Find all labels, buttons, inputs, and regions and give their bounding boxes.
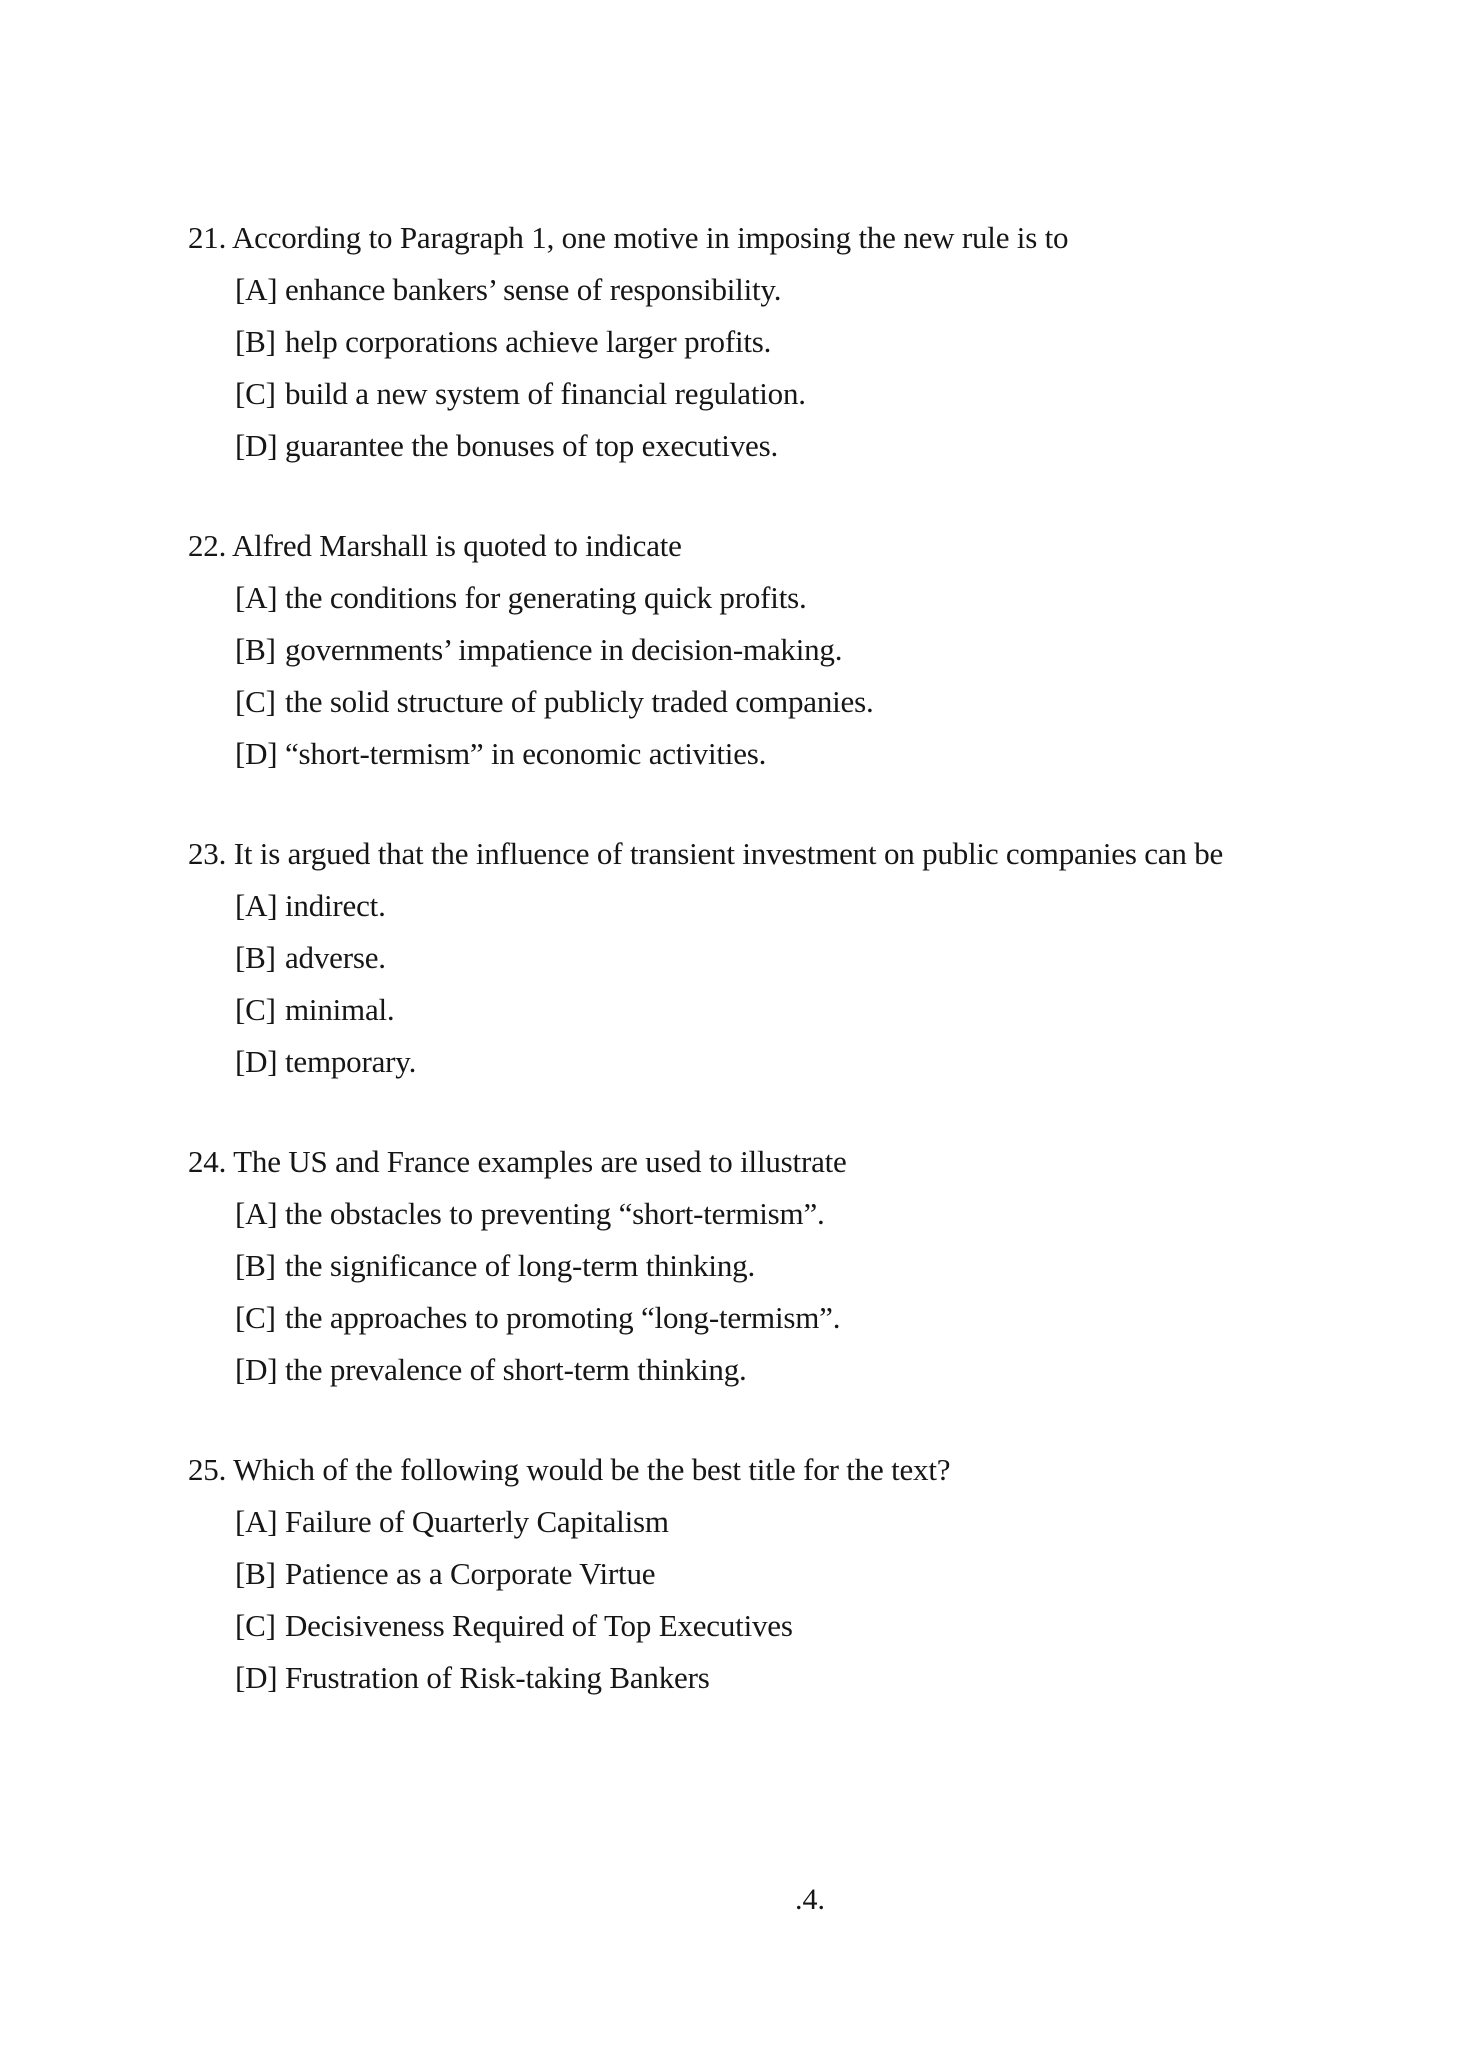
- option-text: indirect.: [285, 888, 386, 923]
- option-letter: [C]: [235, 1300, 276, 1335]
- option-letter: [B]: [235, 940, 276, 975]
- option-text: Frustration of Risk-taking Bankers: [285, 1660, 710, 1695]
- option-letter: [D]: [235, 428, 278, 463]
- option-letter: [C]: [235, 992, 276, 1027]
- question-21: [188, 212, 1388, 472]
- option-letter: [A]: [235, 1196, 278, 1231]
- option-text: help corporations achieve larger profits.: [285, 324, 772, 359]
- question-24: [188, 1136, 1388, 1396]
- option-text: the approaches to promoting “long-termism”.: [285, 1300, 841, 1335]
- option-text: enhance bankers’ sense of responsibility.: [285, 272, 782, 307]
- option-c: [188, 368, 1388, 420]
- option-d: [188, 1036, 1388, 1088]
- option-letter: [D]: [235, 1660, 278, 1695]
- option-letter: [D]: [235, 1044, 278, 1079]
- option-letter: [B]: [235, 632, 276, 667]
- option-d: [188, 420, 1388, 472]
- question-number: 21.: [188, 220, 227, 255]
- option-text: the obstacles to preventing “short-termism”.: [285, 1196, 825, 1231]
- question-text: It is argued that the influence of transient investment on public companies can be: [233, 836, 1224, 871]
- option-letter: [A]: [235, 272, 278, 307]
- option-letter: [C]: [235, 684, 276, 719]
- question-text: Which of the following would be the best title for the text?: [233, 1452, 951, 1487]
- option-c: [188, 984, 1388, 1036]
- page-number: .4.: [795, 1883, 825, 1916]
- option-c: [188, 1600, 1388, 1652]
- option-text: Decisiveness Required of Top Executives: [285, 1608, 793, 1643]
- option-text: governments’ impatience in decision-making.: [285, 632, 843, 667]
- option-c: [188, 1292, 1388, 1344]
- question-stem: [188, 1136, 1388, 1188]
- option-letter: [B]: [235, 1556, 276, 1591]
- option-text: build a new system of financial regulation.: [285, 376, 806, 411]
- option-a: [188, 1188, 1388, 1240]
- option-text: minimal.: [285, 992, 395, 1027]
- option-a: [188, 880, 1388, 932]
- option-text: “short-termism” in economic activities.: [285, 736, 767, 771]
- question-number: 25.: [188, 1452, 227, 1487]
- option-letter: [D]: [235, 1352, 278, 1387]
- option-text: temporary.: [285, 1044, 417, 1079]
- question-22: [188, 520, 1388, 780]
- option-a: [188, 1496, 1388, 1548]
- option-letter: [B]: [235, 1248, 276, 1283]
- option-letter: [C]: [235, 1608, 276, 1643]
- option-letter: [A]: [235, 888, 278, 923]
- option-a: [188, 572, 1388, 624]
- option-text: the significance of long-term thinking.: [285, 1248, 755, 1283]
- question-number: 23.: [188, 836, 227, 871]
- option-text: adverse.: [285, 940, 386, 975]
- question-stem: [188, 520, 1388, 572]
- option-letter: [A]: [235, 580, 278, 615]
- option-c: [188, 676, 1388, 728]
- option-d: [188, 1344, 1388, 1396]
- option-b: [188, 1548, 1388, 1600]
- option-letter: [B]: [235, 324, 276, 359]
- option-text: Failure of Quarterly Capitalism: [285, 1504, 669, 1539]
- option-text: the solid structure of publicly traded companies.: [285, 684, 874, 719]
- question-number: 22.: [188, 528, 227, 563]
- option-text: the conditions for generating quick profits.: [285, 580, 807, 615]
- question-text: The US and France examples are used to illustrate: [233, 1144, 847, 1179]
- option-text: guarantee the bonuses of top executives.: [285, 428, 778, 463]
- question-number: 24.: [188, 1144, 227, 1179]
- option-a: [188, 264, 1388, 316]
- question-stem: [188, 828, 1388, 880]
- option-d: [188, 1652, 1388, 1704]
- option-letter: [D]: [235, 736, 278, 771]
- option-text: Patience as a Corporate Virtue: [285, 1556, 656, 1591]
- option-b: [188, 316, 1388, 368]
- option-d: [188, 728, 1388, 780]
- question-stem: [188, 212, 1388, 264]
- option-b: [188, 932, 1388, 984]
- question-23: [188, 828, 1388, 1088]
- option-text: the prevalence of short-term thinking.: [285, 1352, 747, 1387]
- option-letter: [A]: [235, 1504, 278, 1539]
- question-text: According to Paragraph 1, one motive in imposing the new rule is to: [232, 220, 1069, 255]
- question-25: [188, 1444, 1388, 1704]
- option-b: [188, 1240, 1388, 1292]
- question-text: Alfred Marshall is quoted to indicate: [232, 528, 682, 563]
- question-stem: [188, 1444, 1388, 1496]
- option-letter: [C]: [235, 376, 276, 411]
- option-b: [188, 624, 1388, 676]
